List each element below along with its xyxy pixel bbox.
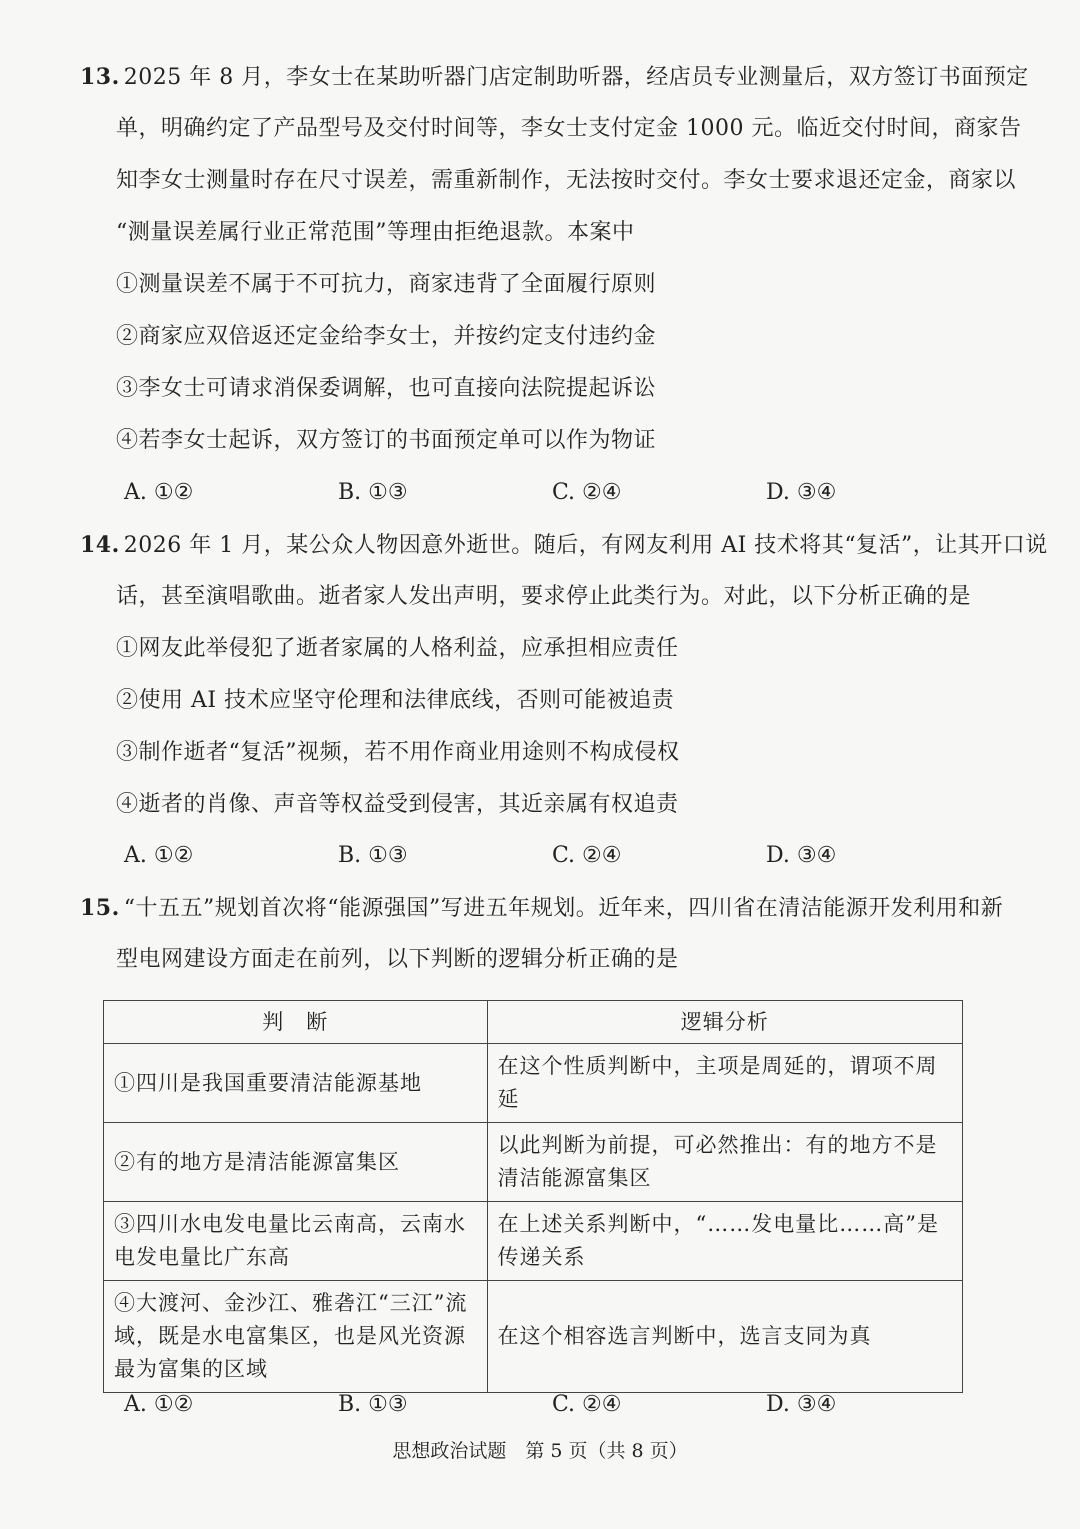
q15-line-1: 15. “十五五”规划首次将“能源强国”写进五年规划。近年来，四川省在清洁能源开发利用和新	[80, 895, 1004, 921]
q13-line-1: 13. 2025 年 8 月，李女士在某助听器门店定制助听器，经店员专业测量后，双方签订书面预定	[80, 64, 1029, 90]
q14-item-2: ②使用 AI 技术应坚守伦理和法律底线，否则可能被追责	[116, 688, 675, 713]
q13-item-4: ④若李女士起诉，双方签订的书面预定单可以作为物证	[116, 428, 657, 453]
table-cell-judgment: ②有的地方是清洁能源富集区	[104, 1123, 488, 1202]
q14-option-c[interactable]: C. ②④	[552, 843, 622, 868]
q13-item-2: ②商家应双倍返还定金给李女士，并按约定支付违约金	[116, 324, 657, 349]
q15-option-b[interactable]: B. ①③	[338, 1392, 408, 1417]
q13-item-3: ③李女士可请求消保委调解，也可直接向法院提起诉讼	[116, 376, 657, 401]
logic-table	[103, 1000, 963, 1393]
q14-line-2: 话，甚至演唱歌曲。逝者家人发出声明，要求停止此类行为。对此，以下分析正确的是	[116, 584, 972, 609]
table-cell-analysis: 在这个相容选言判断中，选言支同为真	[487, 1281, 962, 1393]
q15-option-c[interactable]: C. ②④	[552, 1392, 622, 1417]
table-row	[104, 1123, 963, 1202]
table-cell-analysis: 以此判断为前提，可必然推出：有的地方不是清洁能源富集区	[487, 1123, 962, 1202]
table-cell-judgment: ④大渡河、金沙江、雅砻江“三江”流域，既是水电富集区，也是风光资源最为富集的区域	[104, 1281, 488, 1393]
q14-option-a[interactable]: A. ①②	[124, 843, 194, 868]
q15-number: 15.	[80, 895, 120, 921]
table-cell-analysis: 在上述关系判断中，“……发电量比……高”是传递关系	[487, 1202, 962, 1281]
q13-option-a[interactable]: A. ①②	[124, 480, 194, 505]
q15-line-2: 型电网建设方面走在前列，以下判断的逻辑分析正确的是	[116, 947, 679, 972]
table-header-row	[104, 1001, 963, 1044]
q14-item-4: ④逝者的肖像、声音等权益受到侵害，其近亲属有权追责	[116, 792, 679, 817]
table-row	[104, 1281, 963, 1393]
table-row	[104, 1044, 963, 1123]
table-header-analysis: 逻辑分析	[487, 1001, 962, 1044]
q13-option-b[interactable]: B. ①③	[338, 480, 408, 505]
table-header-judgment: 判 断	[104, 1001, 488, 1044]
table-cell-analysis: 在这个性质判断中，主项是周延的，谓项不周延	[487, 1044, 962, 1123]
page-footer: 思想政治试题 第 5 页（共 8 页）	[392, 1440, 688, 1462]
q14-item-3: ③制作逝者“复活”视频，若不用作商业用途则不构成侵权	[116, 740, 680, 765]
q13-item-1: ①测量误差不属于不可抗力，商家违背了全面履行原则	[116, 272, 657, 297]
q14-option-d[interactable]: D. ③④	[766, 843, 837, 868]
q14-item-1: ①网友此举侵犯了逝者家属的人格利益，应承担相应责任	[116, 636, 679, 661]
q13-line-3: 知李女士测量时存在尺寸误差，需重新制作，无法按时交付。李女士要求退还定金，商家以	[116, 168, 1017, 193]
q14-option-b[interactable]: B. ①③	[338, 843, 408, 868]
q14-number: 14.	[80, 532, 120, 558]
table-cell-judgment: ③四川水电发电量比云南高，云南水电发电量比广东高	[104, 1202, 488, 1281]
q15-option-d[interactable]: D. ③④	[766, 1392, 837, 1417]
q13-option-c[interactable]: C. ②④	[552, 480, 622, 505]
q13-option-d[interactable]: D. ③④	[766, 480, 837, 505]
q13-line-4: “测量误差属行业正常范围”等理由拒绝退款。本案中	[116, 220, 635, 245]
q14-line-1: 14. 2026 年 1 月，某公众人物因意外逝世。随后，有网友利用 AI 技术将其“复活”，让其开口说	[80, 532, 1048, 558]
q13-line-2: 单，明确约定了产品型号及交付时间等，李女士支付定金 1000 元。临近交付时间，商家告	[116, 116, 1022, 141]
q15-option-a[interactable]: A. ①②	[124, 1392, 194, 1417]
q13-number: 13.	[80, 64, 120, 90]
table-row	[104, 1202, 963, 1281]
table-cell-judgment: ①四川是我国重要清洁能源基地	[104, 1044, 488, 1123]
